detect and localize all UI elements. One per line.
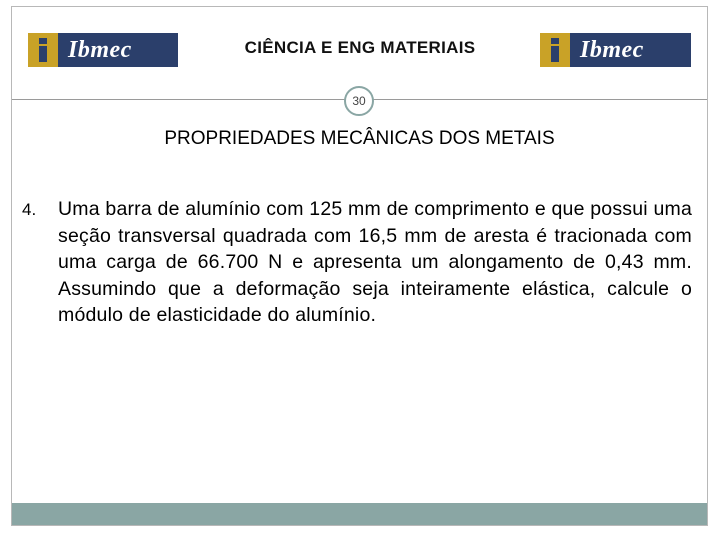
ibmec-i-logo-icon <box>28 33 58 67</box>
ibmec-logo-right <box>540 33 691 67</box>
slide-title: PROPRIEDADES MECÂNICAS DOS METAIS <box>164 128 555 149</box>
logo-wordmark: Ibmec <box>570 33 691 67</box>
ibmec-logo-left <box>28 33 178 67</box>
course-title: CIÊNCIA E ENG MATERIAIS <box>244 38 476 57</box>
page-number-badge: 30 <box>344 86 374 116</box>
logo-wordmark: Ibmec <box>58 33 178 67</box>
problem-number: 4. <box>22 200 37 219</box>
footer-bar <box>12 503 707 525</box>
ibmec-i-logo-icon <box>540 33 570 67</box>
problem-text: Uma barra de alumínio com 125 mm de comprimento e que possui uma seção transversal quadrada com 16,5 mm de aresta é tracionada com uma carga de 66.700 N e apresenta um alongamento de 0,43 mm. Assumindo que a deformação seja inteiramente elástica, calcule o módulo de elasticidade do alumínio. <box>58 198 692 326</box>
